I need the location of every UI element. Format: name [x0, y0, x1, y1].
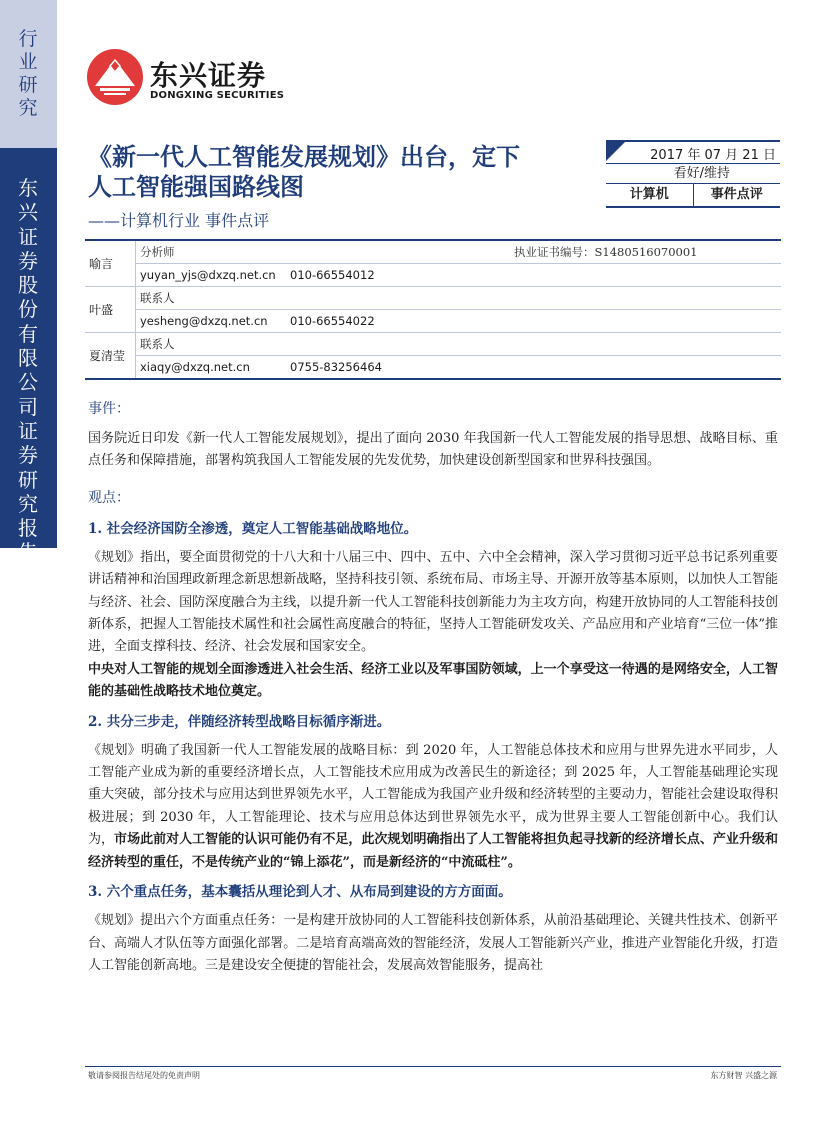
logo-name-en: DONGXING SECURITIES [150, 90, 285, 101]
point-body-1: 《规划》指出，要全面贯彻党的十八大和十八届三中、四中、五中、六中全会精神，深入学习贯彻习近平总书记系列重要讲话精神和治国理政新理念新思想新战略，坚持科技引领、系统布局、市场主导、开源开放等基本原则，以加快人工智能与经济、社会、国防深度融合为主线，以提升新一代人工智能科技创新能力为主攻方向，构建开放协同的人工智能科技创新体系，把握人工智能技术属性和社会属性高度融合的特征，坚持人工智能研发攻关、产品应用和产业培育“三位一体”推进，全面支撑科技、经济、社会发展和国家安全。 [88, 549, 778, 655]
analyst-role: 联系人 [136, 333, 782, 356]
analyst-email[interactable]: xiaqy@dxzq.net.cn [140, 360, 250, 374]
category-industry: 计算机 [629, 187, 669, 202]
report-body [88, 398, 778, 977]
footer-divider [85, 1066, 781, 1067]
analyst-contact [136, 310, 782, 333]
analyst-table [85, 239, 781, 380]
point-text-3 [88, 910, 778, 977]
point-text-2 [88, 740, 778, 874]
report-info-box [606, 140, 780, 208]
dongxing-logo-icon [86, 48, 144, 106]
table-row [85, 287, 781, 310]
sidebar-company [0, 148, 57, 565]
analyst-role: 分析师 [136, 240, 511, 264]
point-text-1 [88, 547, 778, 704]
analyst-contact [136, 264, 782, 287]
table-row [85, 333, 781, 356]
analyst-license [510, 240, 781, 264]
category-type: 事件点评 [693, 184, 781, 206]
report-categories [606, 184, 780, 208]
table-row [85, 240, 781, 264]
footer-disclaimer: 敬请参阅报告结尾处的免责声明 [88, 1071, 200, 1080]
report-subtitle: ——计算机行业 事件点评 [88, 211, 270, 230]
point-highlight-1: 中央对人工智能的规划全面渗透进入社会生活、经济工业以及军事国防领域，上一个享受这一待遇的是网络安全，人工智能的基础性战略技术地位奠定。 [88, 661, 778, 700]
analyst-name: 叶盛 [85, 287, 136, 333]
analyst-contact [136, 356, 782, 380]
views-label: 观点： [88, 489, 130, 506]
table-row [85, 356, 781, 380]
license-number: S1480516070001 [594, 245, 698, 259]
point-body-3: 《规划》提出六个方面重点任务：一是构建开放协同的人工智能科技创新体系，从前沿基础理论、关键共性技术、创新平台、高端人才队伍等方面强化部署。二是培育高端高效的智能经济，发展人工智能新兴产业，推进产业智能化升级，打造人工智能创新高地。三是建设安全便捷的智能社会，发展高效智能服务，提高社 [88, 913, 778, 973]
analyst-phone: 010-66554022 [290, 314, 375, 328]
analyst-name: 夏清莹 [85, 333, 136, 380]
table-row [85, 264, 781, 287]
report-title: 《新一代人工智能发展规划》出台，定下人工智能强国路线图 [88, 142, 520, 201]
point-heading-2: 2. 共分三步走，伴随经济转型战略目标循序渐进。 [88, 713, 391, 730]
license-label: 执业证书编号： [514, 245, 595, 259]
report-date: 2017 年 07 月 21 日 [650, 148, 776, 163]
report-date-row [606, 140, 780, 164]
point-highlight-2: 市场此前对人工智能的认识可能仍有不足，此次规划明确指出了人工智能将担负起寻找新的经济增长点、产业升级和经济转型的重任，不是传统产业的“锦上添花”，而是新经济的“中流砥柱”。 [88, 832, 778, 870]
table-row [85, 310, 781, 333]
event-text: 国务院近日印发《新一代人工智能发展规划》，提出了面向 2030 年我国新一代人工智能发展的指导思想、战略目标、重点任务和保障措施，部署构筑我国人工智能发展的先发优势，加快建设创新型国家和世界科技强国。 [88, 431, 778, 469]
report-type-label: 行业研究 [18, 28, 38, 119]
point-body-2: 《规划》明确了我国新一代人工智能发展的战略目标：到 2020 年，人工智能总体技术和应用与世界先进水平同步，人工智能产业成为新的重要经济增长点，人工智能技术应用成为改善民生的新途径；到 2025 年，人工智能基础理论实现重大突破，部分技术与应用达到世界领先水平，人工智能成为我国产业升级和经济转型的主要动力，智能社会建设取得积极进展；到 2030 年，人工智能理论、技术与应用总体达到世界领先水平，成为世界主要人工智能创新中心。我们认为， [88, 742, 778, 848]
event-label: 事件： [88, 401, 130, 417]
analyst-email[interactable]: yesheng@dxzq.net.cn [140, 314, 268, 328]
corner-triangle-icon [606, 142, 625, 161]
analyst-email[interactable]: yuyan_yjs@dxzq.net.cn [140, 268, 276, 282]
sidebar-report-type [0, 0, 57, 148]
analyst-phone: 010-66554012 [290, 268, 375, 282]
company-label: 东兴证券股份有限公司证券研究报告 [18, 176, 38, 565]
company-logo [86, 48, 306, 108]
point-heading-1: 1. 社会经济国防全渗透，奠定人工智能基础战略地位。 [88, 520, 418, 537]
logo-name-cn: 东兴证券 [150, 59, 267, 92]
analyst-name: 喻言 [85, 240, 136, 287]
industry-rating: 看好/维持 [606, 164, 780, 184]
analyst-role: 联系人 [136, 287, 782, 310]
point-heading-3: 3. 六个重点任务，基本囊括从理论到人才、从布局到建设的方方面面。 [88, 884, 512, 901]
analyst-phone: 0755-83256464 [290, 360, 382, 374]
footer-slogan: 东方财智 兴盛之源 [710, 1071, 777, 1080]
